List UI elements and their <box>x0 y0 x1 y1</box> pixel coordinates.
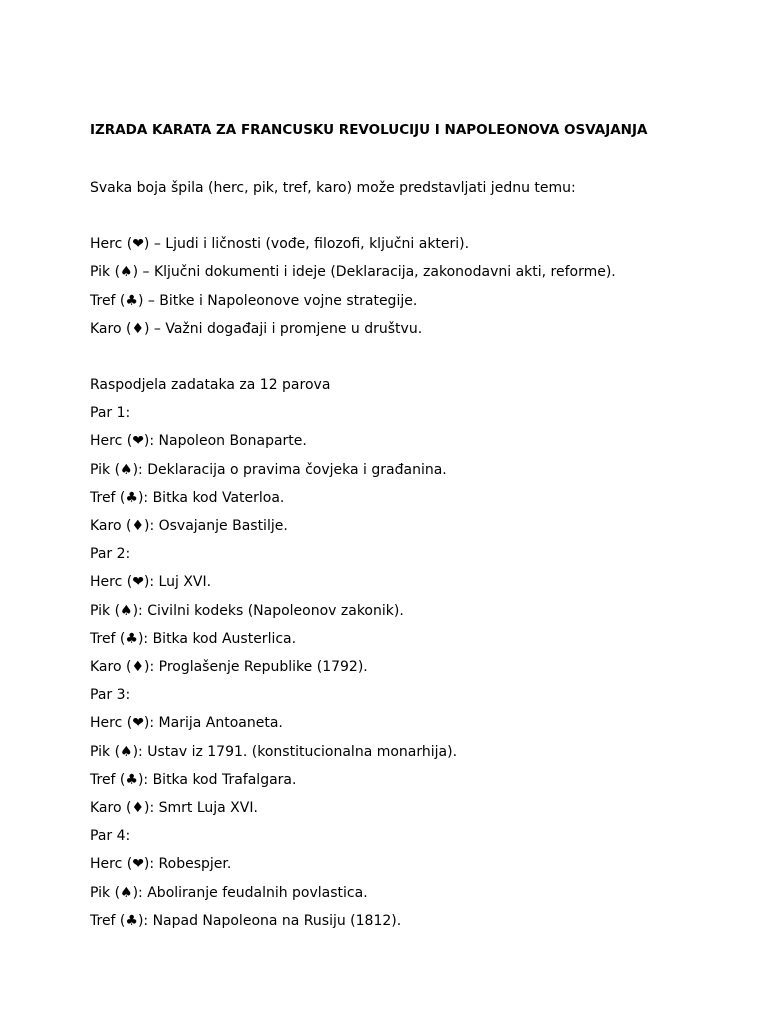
theme-spades: Pik (♠) – Ključni dokumenti i ideje (Deklaracija, zakonodavni akti, reforme). <box>90 264 616 281</box>
distribution-heading: Raspodjela zadataka za 12 parova <box>90 377 331 394</box>
pair-4-clubs: Tref (♣): Napad Napoleona na Rusiju (1812). <box>90 912 402 929</box>
pair-3-spades: Pik (♠): Ustav iz 1791. (konstitucionalna monarhija). <box>90 743 458 760</box>
pair-3-diamonds: Karo (♦): Smrt Luja XVI. <box>90 800 258 817</box>
pair-1-spades: Pik (♠): Deklaracija o pravima čovjeka i građanina. <box>90 461 447 478</box>
pair-4-label: Par 4: <box>90 828 131 845</box>
pair-3-clubs: Tref (♣): Bitka kod Trafalgara. <box>90 771 297 788</box>
pair-1-clubs: Tref (♣): Bitka kod Vaterloa. <box>90 489 285 506</box>
pair-4-spades: Pik (♠): Aboliranje feudalnih povlastica. <box>90 884 368 901</box>
pair-1-label: Par 1: <box>90 405 131 422</box>
pair-4-hearts: Herc (❤): Robespjer. <box>90 856 232 873</box>
pair-2-clubs: Tref (♣): Bitka kod Austerlica. <box>90 630 297 647</box>
document-content <box>90 118 710 935</box>
pair-2-spades: Pik (♠): Civilni kodeks (Napoleonov zakonik). <box>90 602 404 619</box>
pair-3-hearts: Herc (❤): Marija Antoaneta. <box>90 715 283 732</box>
pair-2-hearts: Herc (❤): Luj XVI. <box>90 574 212 591</box>
pair-3-label: Par 3: <box>90 687 131 704</box>
intro-paragraph: Svaka boja špila (herc, pik, tref, karo) može predstavljati jednu temu: <box>90 180 576 196</box>
theme-clubs: Tref (♣) – Bitke i Napoleonove vojne strategije. <box>90 292 418 309</box>
theme-diamonds: Karo (♦) – Važni događaji i promjene u društvu. <box>90 320 423 337</box>
theme-hearts: Herc (❤) – Ljudi i ličnosti (vođe, filozofi, ključni akteri). <box>90 236 470 253</box>
spacer <box>90 343 710 371</box>
pair-1-hearts: Herc (❤): Napoleon Bonaparte. <box>90 433 307 450</box>
pair-2-diamonds: Karo (♦): Proglašenje Republike (1792). <box>90 659 368 676</box>
pair-1-diamonds: Karo (♦): Osvajanje Bastilje. <box>90 518 288 535</box>
spacer <box>90 202 710 230</box>
pair-2-label: Par 2: <box>90 546 131 563</box>
document-title: IZRADA KARATA ZA FRANCUSKU REVOLUCIJU I NAPOLEONOVA OSVAJANJA <box>90 122 648 138</box>
